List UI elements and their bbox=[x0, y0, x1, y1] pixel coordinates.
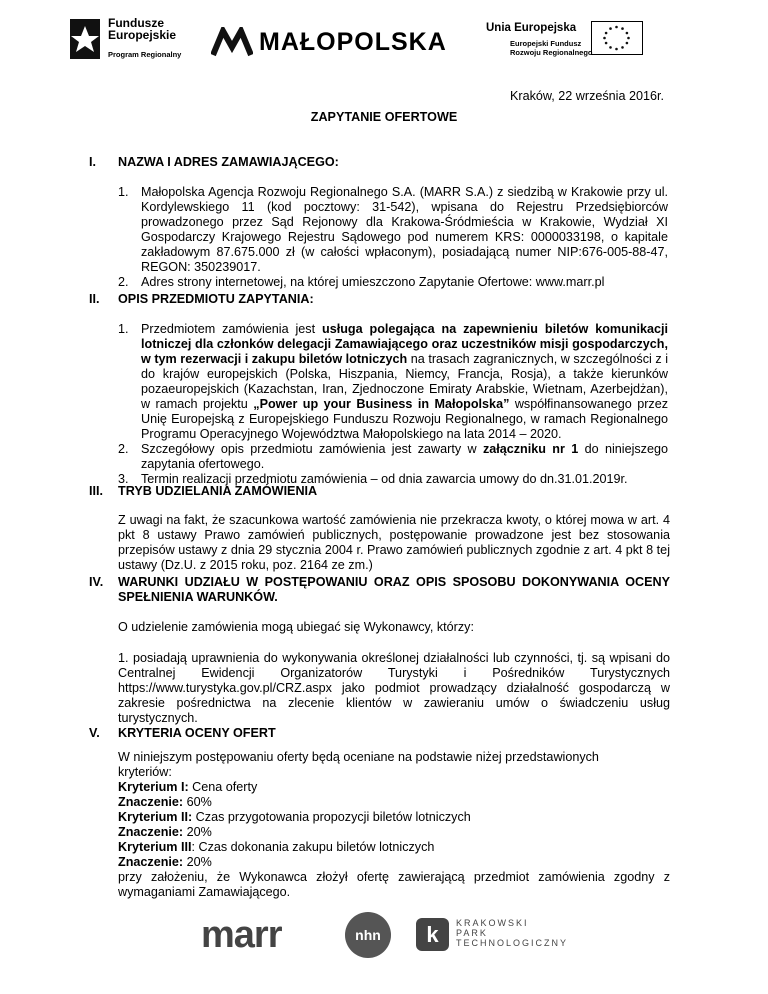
list-item-text: Termin realizacji przedmiotu zamówienia – od dnia zawarcia umowy do dn.31.01.2019r. bbox=[141, 472, 628, 486]
malopolska-mark-icon bbox=[211, 27, 253, 57]
section-5-body bbox=[118, 750, 670, 900]
section-1-item-1 bbox=[118, 185, 668, 275]
list-number: 1. bbox=[118, 322, 129, 336]
section-3-text: Z uwagi na fakt, że szacunkowa wartość zamówienia nie przekracza kwoty, o której mowa w art. 4 pkt 8 ustawy Prawo zamówień publicznych, postępowanie prowadzone jest bez stosowania przepisów ustawy z dnia 29 stycznia 2004 r. Prawo zamówień publicznych zgodnie z art. 4 pkt 8 tej ustawy (Dz.U. z 2015 roku, poz. 2164 ze zm.) bbox=[118, 513, 670, 572]
text-run: do niniejszego zapytania ofertowego. bbox=[141, 442, 668, 471]
kpt-line-3: TECHNOLOGICZNY bbox=[456, 938, 569, 948]
text-run: na trasach zagranicznych, w szczególności z i do krajów europejskich (Polska, Hiszpania, Niemcy, Francja, Rosja), a także kierunków pozaeuropejskich (Kazachstan, Iran, Zjednoczone Emiraty Arabskie, Wietnam, Azerbejdżan), w ramach projektu bbox=[141, 352, 668, 411]
text-run-bold: usługa polegająca na zapewnieniu biletów komunikacji lotniczej dla członków delegacji Zamawiającego oraz uczestników misji gospodarczych, w tym rezerwacji i zakupu biletów lotniczych bbox=[141, 322, 668, 366]
section-2-title: OPIS PRZEDMIOTU ZAPYTANIA: bbox=[118, 292, 314, 306]
section-3-number: III. bbox=[89, 484, 103, 498]
ue-subtitle-line1: Europejski Fundusz bbox=[510, 39, 582, 48]
criterion-text: : Czas dokonania zakupu biletów lotniczych bbox=[191, 840, 435, 854]
section-4-number: IV. bbox=[89, 575, 104, 589]
criterion-2 bbox=[118, 810, 670, 825]
weight-2 bbox=[118, 825, 670, 840]
section-4-intro: O udzielenie zamówienia mogą ubiegać się Wykonawcy, którzy: bbox=[118, 620, 474, 634]
list-number: 3. bbox=[118, 472, 129, 486]
section-5-number: V. bbox=[89, 726, 100, 740]
criteria-outro: przy założeniu, że Wykonawca złożył ofertę zawierającą przedmiot zamówienia zgodny z wymaganiami Zamawiającego. bbox=[118, 870, 670, 899]
weight-value: 20% bbox=[183, 825, 212, 839]
fe-subtitle: Program Regionalny bbox=[108, 50, 182, 59]
weight-label: Znaczenie: bbox=[118, 825, 184, 839]
section-1-number: I. bbox=[89, 155, 96, 169]
document-date: Kraków, 22 września 2016r. bbox=[509, 89, 664, 103]
weight-label: Znaczenie: bbox=[118, 855, 184, 869]
list-number: 1. bbox=[118, 185, 129, 199]
fe-star-icon bbox=[68, 16, 104, 62]
section-5-title: KRYTERIA OCENY OFERT bbox=[118, 726, 276, 740]
text-run: Przedmiotem zamówienia jest bbox=[141, 322, 323, 336]
list-number: 2. bbox=[118, 442, 129, 456]
kpt-logo-text bbox=[456, 918, 568, 948]
kpt-line-1: KRAKOWSKI bbox=[456, 918, 529, 928]
section-4-title: WARUNKI UDZIAŁU W POSTĘPOWANIU ORAZ OPIS SPOSOBU DOKONYWANIA OCENY SPEŁNIENIA WARUNKÓW. bbox=[118, 575, 670, 604]
weight-value: 20% bbox=[183, 855, 212, 869]
text-run: Szczegółowy opis przedmiotu zamówienia jest zawarty w bbox=[141, 442, 483, 456]
marr-logo: marr bbox=[201, 914, 282, 956]
section-2-item-1 bbox=[118, 322, 668, 442]
criterion-text: Cena oferty bbox=[188, 780, 258, 794]
ue-subtitle bbox=[510, 39, 593, 57]
section-1-title: NAZWA I ADRES ZAMAWIAJĄCEGO: bbox=[118, 155, 339, 169]
text-run: współfinansowanego przez Unię Europejską z Europejskiego Funduszu Rozwoju Regionalnego, w ramach Regionalnego Programu Operacyjnego Województwa Małopolskiego na lata 2014 – 2020. bbox=[141, 397, 669, 441]
criterion-label: Kryterium III bbox=[118, 840, 192, 854]
criteria-intro: W niniejszym postępowaniu oferty będą oceniane na podstawie niżej przedstawionych kryteriów: bbox=[118, 750, 599, 779]
criterion-label: Kryterium II: bbox=[118, 810, 193, 824]
kpt-line-2: PARK bbox=[456, 928, 488, 938]
kpt-logo-mark: k bbox=[416, 918, 449, 951]
criterion-label: Kryterium I: bbox=[118, 780, 189, 794]
criterion-3 bbox=[118, 840, 670, 855]
weight-label: Znaczenie: bbox=[118, 795, 184, 809]
section-1-list bbox=[118, 185, 668, 290]
eu-flag-icon bbox=[591, 21, 643, 55]
section-2-item-2 bbox=[118, 442, 668, 472]
criterion-1 bbox=[118, 780, 670, 795]
weight-3 bbox=[118, 855, 670, 870]
weight-value: 60% bbox=[183, 795, 212, 809]
nhn-logo: nhn bbox=[345, 912, 391, 958]
fe-title: Fundusze Europejskie bbox=[108, 16, 177, 42]
section-4-condition: 1. posiadają uprawnienia do wykonywania określonej działalności lub czynności, tj. są wpisani do Centralnej Ewidencji Organizatorów Turystyki i Pośredników Turystycznych https://www.turystyka.gov.pl/CRZ.aspx jako podmiot prowadzący działalność gospodarczą w zakresie pośrednictwa na zlecenie klientów w zawieraniu umów o świadczeniu usług turystycznych. bbox=[118, 651, 670, 725]
section-2-list bbox=[118, 322, 668, 487]
fundusze-europejskie-logo bbox=[68, 16, 193, 64]
header-logos bbox=[0, 0, 768, 80]
weight-1 bbox=[118, 795, 670, 810]
list-item-text: Adres strony internetowej, na której umieszczono Zapytanie Ofertowe: www.marr.pl bbox=[141, 275, 605, 289]
list-number: 2. bbox=[118, 275, 129, 289]
criterion-text: Czas przygotowania propozycji biletów lotniczych bbox=[192, 810, 471, 824]
section-1-item-2 bbox=[118, 275, 668, 290]
section-2-number: II. bbox=[89, 292, 100, 306]
document-title: ZAPYTANIE OFERTOWE bbox=[310, 110, 458, 124]
ue-subtitle-line2: Rozwoju Regionalnego bbox=[510, 48, 593, 57]
list-item-text: Małopolska Agencja Rozwoju Regionalnego S.A. (MARR S.A.) z siedzibą w Krakowie przy ul. Kordylewskiego 11 (kod pocztowy: 31-542), wpisana do Rejestru Przedsiębiorców prowadzonego przez Sąd Rejonowy dla Krakowa-Śródmieścia w Krakowie, Wydział XI Gospodarczy Krajowego Rejestru Sądowego pod numerem KRS: 0000033198, o kapitale zakładowym 87.675.000 zł (w całości wpłaconym), posiadającą numer NIP:676-005-88-47, REGON: 350239017. bbox=[141, 185, 668, 274]
malopolska-logo bbox=[211, 27, 461, 57]
footer-logos bbox=[0, 905, 768, 975]
project-name: „Power up your Business in Małopolska” bbox=[253, 397, 510, 411]
attachment-reference: załączniku nr 1 bbox=[482, 442, 579, 456]
malopolska-wordmark: MAŁOPOLSKA bbox=[259, 28, 447, 56]
section-3-title: TRYB UDZIELANIA ZAMÓWIENIA bbox=[118, 484, 318, 498]
ue-title: Unia Europejska bbox=[486, 22, 577, 34]
unia-europejska-logo bbox=[486, 21, 646, 66]
